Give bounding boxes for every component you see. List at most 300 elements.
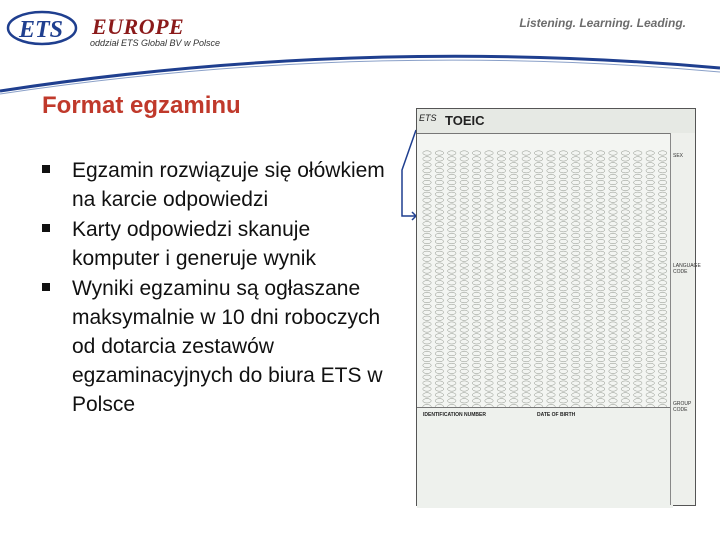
answer-bubble: [572, 174, 580, 178]
answer-bubble: [609, 245, 617, 249]
answer-bubble: [472, 204, 480, 208]
answer-bubble: [448, 287, 456, 291]
answer-bubble: [448, 180, 456, 184]
answer-bubble: [572, 393, 580, 397]
answer-bubble: [621, 310, 629, 314]
answer-bubble: [510, 245, 518, 249]
answer-bubble: [472, 334, 480, 338]
answer-bubble: [435, 287, 443, 291]
answer-bubble: [547, 222, 555, 226]
answer-bubble: [621, 186, 629, 190]
answer-bubble: [522, 334, 530, 338]
answer-bubble: [621, 346, 629, 350]
answer-bubble: [448, 351, 456, 355]
answer-bubble: [559, 346, 567, 350]
answer-bubble: [572, 263, 580, 267]
answer-bubble: [634, 287, 642, 291]
answer-bubble: [435, 257, 443, 261]
answer-bubble: [485, 204, 493, 208]
answer-bubble: [522, 351, 530, 355]
answer-bubble: [596, 334, 604, 338]
answer-bubble: [435, 163, 443, 167]
ets-logo-text: ETS: [19, 17, 64, 43]
answer-bubble: [485, 393, 493, 397]
answer-bubble: [534, 393, 542, 397]
answer-bubble: [472, 233, 480, 237]
answer-bubble: [534, 192, 542, 196]
answer-bubble: [596, 275, 604, 279]
answer-bubble: [497, 363, 505, 367]
answer-bubble: [596, 169, 604, 173]
answer-bubble: [448, 275, 456, 279]
answer-bubble: [510, 387, 518, 391]
answer-bubble: [423, 304, 431, 308]
answer-bubble: [472, 393, 480, 397]
answer-bubble: [497, 375, 505, 379]
answer-bubble: [510, 204, 518, 208]
answer-bubble: [658, 292, 666, 296]
answer-bubble: [559, 245, 567, 249]
answer-bubble: [621, 216, 629, 220]
answer-bubble: [596, 310, 604, 314]
answer-bubble: [646, 387, 654, 391]
answer-bubble: [472, 304, 480, 308]
answer-bubble: [497, 340, 505, 344]
answer-bubble: [596, 340, 604, 344]
answer-bubble: [609, 369, 617, 373]
answer-bubble: [510, 375, 518, 379]
answer-bubble: [472, 310, 480, 314]
answer-sheet-ets-logo: ETS: [419, 113, 437, 123]
answer-bubble: [510, 334, 518, 338]
answer-bubble: [559, 239, 567, 243]
answer-bubble: [584, 192, 592, 196]
bullet-text: Wyniki egzaminu są ogłaszane maksymalnie w 10 dni roboczych od dotarcia zestawów egzaminacyjnych do biura ETS w Polsce: [72, 277, 383, 416]
answer-bubble: [423, 346, 431, 350]
answer-bubble: [435, 263, 443, 267]
answer-bubble: [534, 222, 542, 226]
answer-bubble: [497, 328, 505, 332]
answer-bubble: [522, 169, 530, 173]
answer-bubble: [497, 387, 505, 391]
answer-bubble: [547, 351, 555, 355]
answer-bubble: [559, 275, 567, 279]
answer-bubble: [522, 363, 530, 367]
answer-bubble: [423, 233, 431, 237]
answer-bubble: [534, 387, 542, 391]
answer-bubble: [497, 292, 505, 296]
answer-bubble: [634, 233, 642, 237]
answer-bubble: [584, 381, 592, 385]
answer-bubble: [609, 292, 617, 296]
answer-bubble: [547, 399, 555, 403]
answer-bubble: [510, 157, 518, 161]
answer-bubble: [609, 186, 617, 190]
answer-bubble: [510, 186, 518, 190]
answer-bubble: [448, 369, 456, 373]
answer-bubble: [572, 186, 580, 190]
answer-bubble: [510, 251, 518, 255]
answer-bubble: [646, 239, 654, 243]
answer-bubble: [435, 169, 443, 173]
answer-sheet-id-section: [417, 407, 673, 508]
answer-bubble: [510, 363, 518, 367]
answer-bubble: [596, 151, 604, 155]
answer-bubble: [460, 151, 468, 155]
answer-bubble: [584, 310, 592, 314]
answer-bubble: [646, 334, 654, 338]
answer-bubble: [634, 239, 642, 243]
answer-bubble: [621, 257, 629, 261]
answer-bubble: [559, 304, 567, 308]
answer-bubble: [634, 298, 642, 302]
answer-bubble: [534, 381, 542, 385]
answer-bubble: [522, 245, 530, 249]
answer-bubble: [559, 351, 567, 355]
answer-bubble: [658, 363, 666, 367]
answer-bubble: [423, 357, 431, 361]
answer-bubble: [572, 151, 580, 155]
answer-bubble: [522, 304, 530, 308]
answer-bubble: [609, 375, 617, 379]
answer-bubble: [497, 357, 505, 361]
answer-bubble: [423, 210, 431, 214]
answer-bubble: [634, 263, 642, 267]
answer-bubble: [472, 263, 480, 267]
answer-bubble: [658, 399, 666, 403]
answer-bubble: [658, 298, 666, 302]
answer-bubble: [547, 381, 555, 385]
answer-bubble: [596, 328, 604, 332]
answer-bubble: [609, 357, 617, 361]
answer-bubble: [584, 233, 592, 237]
answer-bubble: [485, 192, 493, 196]
answer-bubble: [596, 287, 604, 291]
answer-bubble: [547, 287, 555, 291]
answer-bubble: [460, 169, 468, 173]
answer-bubble: [621, 169, 629, 173]
answer-bubble: [423, 245, 431, 249]
answer-bubble: [646, 292, 654, 296]
answer-bubble: [634, 163, 642, 167]
answer-bubble: [634, 340, 642, 344]
answer-bubble: [448, 192, 456, 196]
answer-bubble: [435, 316, 443, 320]
answer-bubble: [448, 292, 456, 296]
answer-bubble: [559, 251, 567, 255]
answer-bubble: [646, 157, 654, 161]
answer-bubble: [510, 192, 518, 196]
answer-bubble: [596, 357, 604, 361]
answer-bubble: [646, 257, 654, 261]
answer-bubble: [522, 228, 530, 232]
answer-bubble: [460, 216, 468, 220]
answer-bubble: [472, 198, 480, 202]
answer-bubble: [658, 263, 666, 267]
answer-bubble: [621, 287, 629, 291]
answer-bubble: [460, 346, 468, 350]
answer-bubble: [534, 245, 542, 249]
answer-bubble: [634, 210, 642, 214]
answer-bubble: [596, 281, 604, 285]
answer-bubble: [485, 369, 493, 373]
answer-bubble: [423, 351, 431, 355]
answer-bubble: [547, 328, 555, 332]
answer-bubble: [646, 151, 654, 155]
answer-bubble: [572, 334, 580, 338]
answer-bubble: [472, 216, 480, 220]
answer-bubble: [435, 239, 443, 243]
answer-bubble: [435, 210, 443, 214]
answer-bubble: [423, 163, 431, 167]
answer-bubble: [497, 204, 505, 208]
answer-bubble: [435, 180, 443, 184]
answer-bubble: [497, 163, 505, 167]
answer-bubble: [634, 257, 642, 261]
answer-bubble: [646, 263, 654, 267]
answer-bubble: [658, 180, 666, 184]
answer-bubble: [634, 393, 642, 397]
answer-bubble: [534, 198, 542, 202]
answer-bubble: [522, 180, 530, 184]
answer-bubble: [435, 204, 443, 208]
answer-bubble: [559, 287, 567, 291]
answer-bubble: [658, 163, 666, 167]
answer-bubble: [609, 257, 617, 261]
answer-bubble: [448, 375, 456, 379]
answer-bubble: [584, 351, 592, 355]
answer-bubble: [559, 292, 567, 296]
answer-bubble: [584, 334, 592, 338]
answer-bubble: [658, 233, 666, 237]
answer-bubble: [547, 233, 555, 237]
answer-bubble: [584, 210, 592, 214]
answer-bubble: [510, 346, 518, 350]
answer-bubble: [559, 381, 567, 385]
answer-bubble: [634, 169, 642, 173]
answer-bubble: [472, 180, 480, 184]
answer-bubble: [547, 275, 555, 279]
answer-bubble: [423, 174, 431, 178]
answer-bubble: [596, 222, 604, 226]
answer-bubble: [572, 216, 580, 220]
answer-bubble: [547, 257, 555, 261]
answer-bubble: [448, 381, 456, 385]
answer-bubble: [634, 399, 642, 403]
answer-bubble: [485, 340, 493, 344]
answer-bubble: [646, 222, 654, 226]
answer-bubble: [559, 263, 567, 267]
answer-bubble: [510, 340, 518, 344]
answer-bubble: [559, 281, 567, 285]
answer-bubble: [547, 322, 555, 326]
answer-bubble: [547, 192, 555, 196]
answer-bubble: [584, 393, 592, 397]
answer-bubble: [559, 157, 567, 161]
answer-bubble: [584, 322, 592, 326]
answer-bubble: [621, 304, 629, 308]
answer-bubble: [435, 233, 443, 237]
answer-bubble: [534, 304, 542, 308]
answer-bubble: [559, 340, 567, 344]
answer-bubble: [435, 174, 443, 178]
answer-bubble: [460, 233, 468, 237]
answer-bubble: [534, 251, 542, 255]
answer-bubble: [658, 192, 666, 196]
answer-bubble: [435, 369, 443, 373]
answer-bubble: [485, 322, 493, 326]
answer-bubble: [423, 340, 431, 344]
answer-bubble: [559, 387, 567, 391]
answer-bubble: [510, 292, 518, 296]
answer-bubble: [596, 216, 604, 220]
answer-bubble: [621, 322, 629, 326]
answer-bubble: [534, 163, 542, 167]
answer-bubble: [559, 399, 567, 403]
answer-bubble: [423, 322, 431, 326]
answer-bubble: [460, 322, 468, 326]
answer-bubble: [596, 369, 604, 373]
answer-bubble: [510, 233, 518, 237]
answer-bubble: [472, 151, 480, 155]
answer-bubble: [448, 310, 456, 314]
answer-bubble: [485, 239, 493, 243]
answer-bubble: [634, 357, 642, 361]
answer-bubble: [584, 275, 592, 279]
answer-bubble: [559, 222, 567, 226]
answer-bubble: [497, 298, 505, 302]
answer-bubble: [448, 263, 456, 267]
bullet-text: Karty odpowiedzi skanuje komputer i generuje wynik: [72, 218, 316, 270]
answer-bubble: [460, 186, 468, 190]
answer-bubble: [472, 228, 480, 232]
answer-bubble: [460, 163, 468, 167]
answer-bubble: [448, 163, 456, 167]
answer-bubble: [658, 245, 666, 249]
answer-bubble: [522, 287, 530, 291]
answer-bubble: [609, 304, 617, 308]
answer-bubble: [646, 210, 654, 214]
answer-bubble: [584, 239, 592, 243]
answer-bubble: [547, 204, 555, 208]
answer-bubble: [609, 210, 617, 214]
answer-bubble: [658, 369, 666, 373]
answer-bubble: [609, 169, 617, 173]
answer-bubble: [435, 328, 443, 332]
answer-bubble: [510, 174, 518, 178]
answer-bubble: [559, 334, 567, 338]
answer-bubble: [448, 269, 456, 273]
answer-bubble: [634, 222, 642, 226]
answer-bubble: [510, 163, 518, 167]
answer-bubble: [448, 346, 456, 350]
answer-bubble: [472, 174, 480, 178]
answer-bubble: [497, 210, 505, 214]
answer-bubble: [621, 298, 629, 302]
answer-bubble: [658, 287, 666, 291]
answer-bubble: [596, 363, 604, 367]
answer-sheet-image: [416, 108, 701, 506]
answer-bubble: [621, 198, 629, 202]
answer-bubble: [621, 387, 629, 391]
answer-bubble: [634, 369, 642, 373]
answer-bubble: [646, 186, 654, 190]
answer-bubble: [497, 263, 505, 267]
answer-bubble: [621, 399, 629, 403]
answer-bubble: [559, 375, 567, 379]
answer-bubble: [634, 351, 642, 355]
answer-bubble: [423, 310, 431, 314]
answer-bubble: [621, 174, 629, 178]
answer-bubble: [423, 334, 431, 338]
answer-bubble: [510, 198, 518, 202]
answer-bubble: [510, 222, 518, 226]
answer-bubble: [634, 251, 642, 255]
answer-bubble: [534, 281, 542, 285]
answer-bubble: [460, 263, 468, 267]
answer-bubble: [634, 216, 642, 220]
answer-bubble: [448, 357, 456, 361]
answer-bubble: [584, 287, 592, 291]
answer-bubble: [448, 157, 456, 161]
answer-bubble: [460, 257, 468, 261]
answer-bubble: [485, 157, 493, 161]
bullet-item: [42, 274, 402, 419]
answer-bubble: [472, 269, 480, 273]
answer-bubble: [485, 334, 493, 338]
answer-bubble: [658, 340, 666, 344]
answer-bubble: [448, 245, 456, 249]
answer-bubble: [423, 328, 431, 332]
answer-bubble: [572, 375, 580, 379]
answer-bubble: [584, 222, 592, 226]
answer-bubble: [522, 257, 530, 261]
answer-bubble: [572, 381, 580, 385]
answer-bubble: [460, 222, 468, 226]
answer-bubble: [510, 281, 518, 285]
answer-bubble: [472, 281, 480, 285]
answer-bubble: [522, 233, 530, 237]
answer-bubble: [658, 357, 666, 361]
answer-bubble: [646, 287, 654, 291]
answer-bubble: [423, 269, 431, 273]
answer-bubble: [497, 151, 505, 155]
answer-bubble: [572, 169, 580, 173]
answer-bubble: [472, 298, 480, 302]
answer-bubble: [646, 322, 654, 326]
answer-bubble: [485, 198, 493, 202]
answer-bubble: [559, 298, 567, 302]
answer-bubble: [572, 322, 580, 326]
answer-bubble: [621, 328, 629, 332]
answer-bubble: [596, 157, 604, 161]
answer-bubble: [448, 204, 456, 208]
answer-bubble: [646, 251, 654, 255]
answer-bubble: [497, 287, 505, 291]
answer-bubble: [559, 363, 567, 367]
answer-bubble: [497, 157, 505, 161]
answer-bubble: [621, 292, 629, 296]
answer-bubble: [435, 281, 443, 285]
answer-bubble: [460, 180, 468, 184]
answer-bubble: [596, 233, 604, 237]
answer-bubble: [572, 251, 580, 255]
answer-bubble: [572, 399, 580, 403]
answer-bubble: [522, 186, 530, 190]
answer-bubble: [621, 251, 629, 255]
answer-bubble: [646, 369, 654, 373]
answer-bubble: [423, 192, 431, 196]
